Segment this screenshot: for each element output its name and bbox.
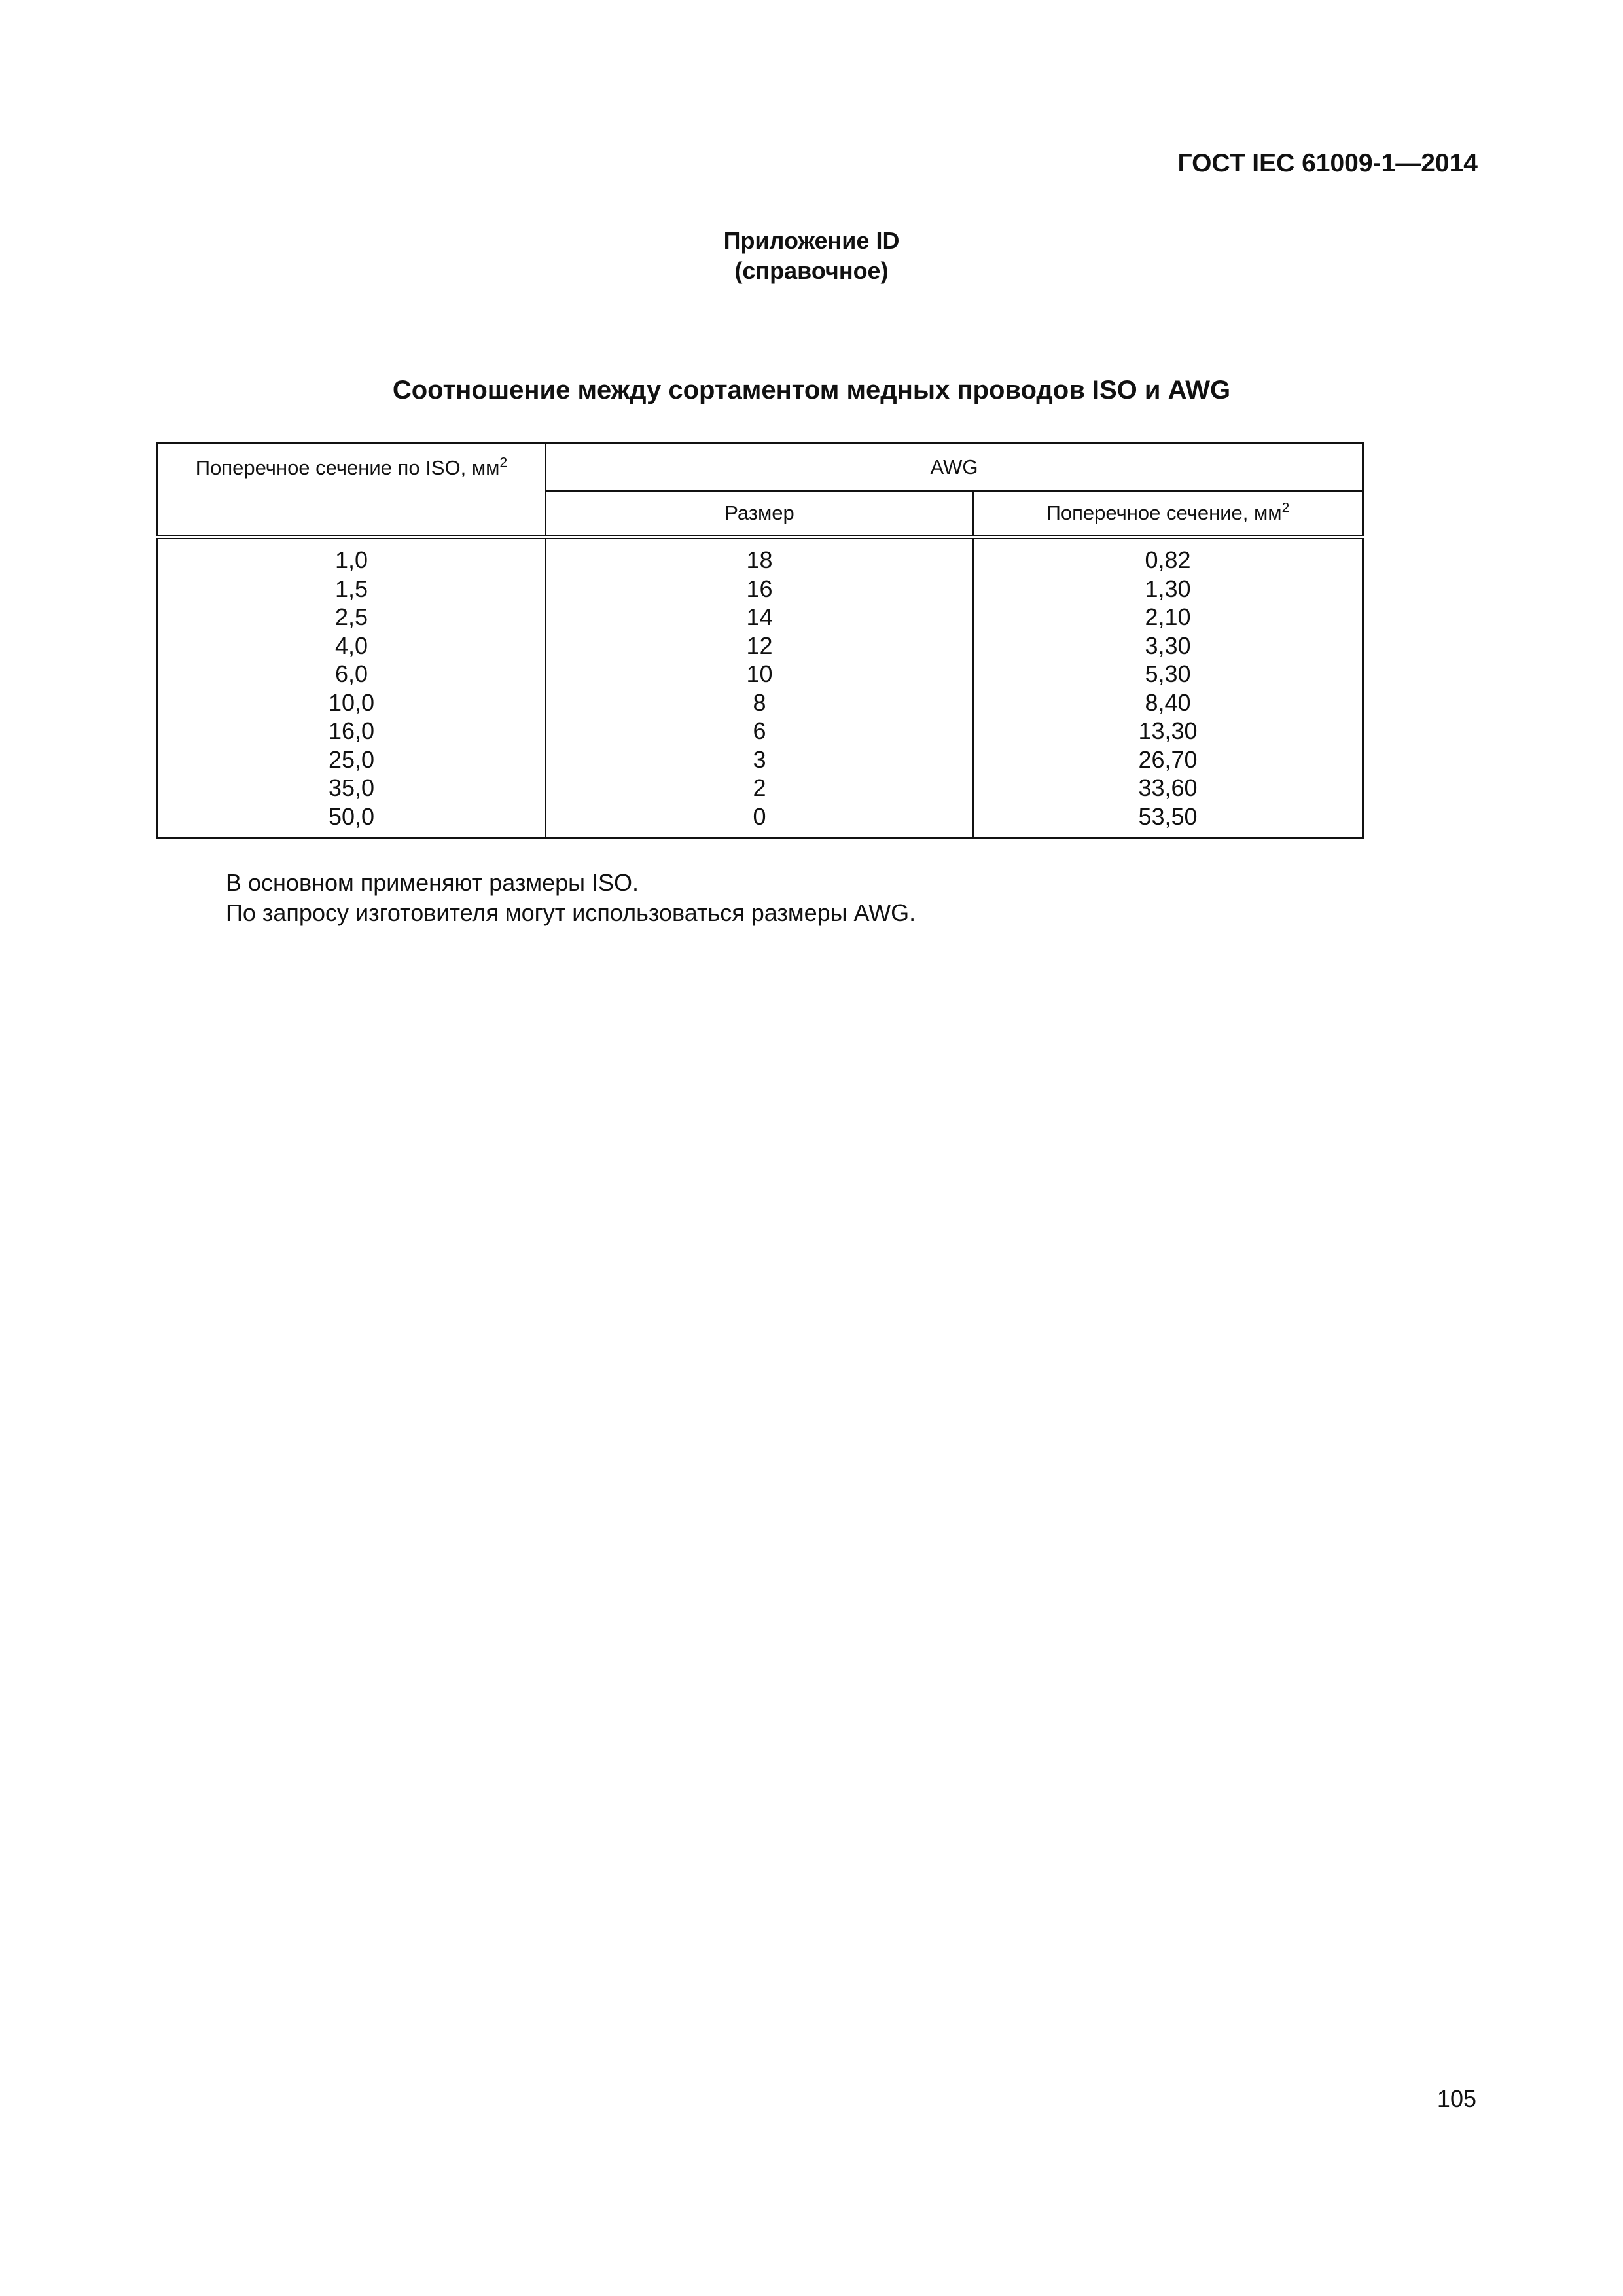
cell-awg-section: 2,10 — [973, 603, 1363, 632]
cell-iso-section: 1,5 — [157, 575, 546, 603]
cell-iso-section: 2,5 — [157, 603, 546, 632]
cell-awg-size: 18 — [546, 539, 973, 575]
table-row — [157, 802, 1363, 838]
table-row — [157, 689, 1363, 717]
table-row — [157, 603, 1363, 632]
note-awg: По запросу изготовителя могут использоваться размеры AWG. — [226, 899, 916, 926]
cell-awg-size: 16 — [546, 575, 973, 603]
notes — [226, 868, 916, 928]
cell-awg-section: 13,30 — [973, 717, 1363, 745]
table-row — [157, 539, 1363, 575]
header-iso-section-sup: 2 — [499, 455, 508, 471]
header-awg: AWG — [546, 444, 1363, 492]
table-row — [157, 745, 1363, 774]
cell-awg-size: 2 — [546, 774, 973, 802]
table-row — [157, 717, 1363, 745]
cell-awg-section: 0,82 — [973, 539, 1363, 575]
note-iso: В основном применяют размеры ISO. — [226, 869, 639, 896]
header-awg-section-label: Поперечное сечение, мм — [1046, 501, 1282, 524]
cell-iso-section: 25,0 — [157, 745, 546, 774]
cell-awg-section: 33,60 — [973, 774, 1363, 802]
header-iso-section — [157, 444, 546, 537]
cell-awg-section: 26,70 — [973, 745, 1363, 774]
page-number: 105 — [1436, 2085, 1476, 2112]
appendix-subtitle: (справочное) — [734, 257, 889, 284]
cell-awg-size: 3 — [546, 745, 973, 774]
cell-awg-section: 3,30 — [973, 632, 1363, 660]
document-code: ГОСТ IEC 61009-1—2014 — [1177, 149, 1478, 177]
table-row — [157, 632, 1363, 660]
header-awg-size: Размер — [546, 491, 973, 537]
cell-iso-section: 6,0 — [157, 660, 546, 689]
cell-awg-size: 8 — [546, 689, 973, 717]
cell-iso-section: 10,0 — [157, 689, 546, 717]
appendix-title: Приложение ID — [723, 227, 900, 254]
cell-awg-section: 53,50 — [973, 802, 1363, 838]
cell-awg-size: 12 — [546, 632, 973, 660]
iso-awg-table — [156, 442, 1364, 839]
cell-awg-section: 5,30 — [973, 660, 1363, 689]
table-row — [157, 660, 1363, 689]
table-body — [157, 537, 1363, 838]
cell-iso-section: 4,0 — [157, 632, 546, 660]
cell-iso-section: 1,0 — [157, 539, 546, 575]
cell-iso-section: 50,0 — [157, 802, 546, 838]
header-awg-section — [973, 491, 1363, 537]
cell-awg-section: 1,30 — [973, 575, 1363, 603]
table-title: Соотношение между сортаментом медных проводов ISO и AWG — [392, 376, 1231, 404]
cell-awg-size: 14 — [546, 603, 973, 632]
header-iso-section-label: Поперечное сечение по ISO, мм — [195, 456, 500, 479]
cell-iso-section: 35,0 — [157, 774, 546, 802]
cell-awg-size: 10 — [546, 660, 973, 689]
cell-awg-section: 8,40 — [973, 689, 1363, 717]
cell-awg-size: 0 — [546, 802, 973, 838]
cell-iso-section: 16,0 — [157, 717, 546, 745]
header-awg-section-sup: 2 — [1281, 500, 1290, 516]
appendix-heading — [0, 226, 1623, 286]
cell-awg-size: 6 — [546, 717, 973, 745]
table-row — [157, 774, 1363, 802]
table-row — [157, 575, 1363, 603]
